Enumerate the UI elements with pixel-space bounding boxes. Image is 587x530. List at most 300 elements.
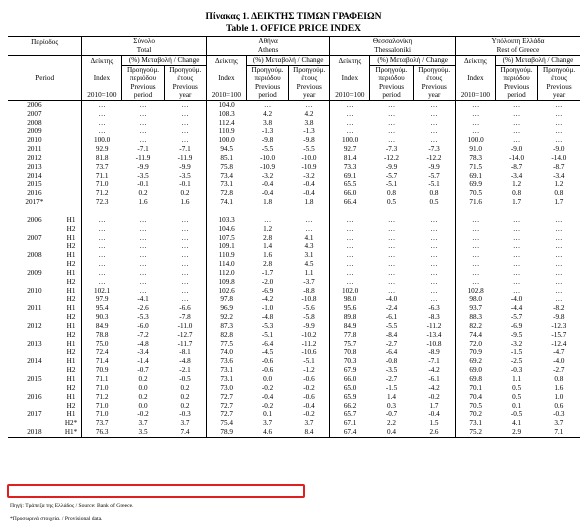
- period-half-cell: H2: [66, 383, 76, 392]
- value-cell: 104.6: [206, 224, 246, 233]
- value-cell: 87.3: [206, 322, 246, 331]
- value-cell: …: [181, 286, 189, 295]
- value-cell: 74.0: [206, 348, 246, 357]
- period-half-cell: [61, 145, 82, 154]
- table-title-english: Table 1. OFFICE PRICE INDEX: [225, 24, 362, 34]
- index-header-greek: Δείκτης: [330, 56, 370, 66]
- value-cell: -13.4: [426, 330, 442, 339]
- prev-year-english-2: year: [538, 91, 580, 100]
- value-cell: …: [330, 109, 370, 118]
- value-cell: -2.6: [137, 304, 149, 313]
- value-cell: 104.0: [206, 100, 246, 109]
- value-cell: …: [512, 233, 521, 242]
- value-cell: …: [430, 295, 438, 304]
- value-cell: -8.8: [303, 286, 315, 295]
- value-cell: …: [512, 286, 521, 295]
- value-cell: …: [82, 224, 122, 233]
- value-cell: 0.1: [263, 410, 273, 419]
- value-cell: 72.7: [206, 401, 246, 410]
- value-cell: 3.5: [122, 428, 164, 437]
- prev-year-english-2: year: [289, 91, 330, 100]
- table-body: [8, 100, 580, 437]
- period-year-cell: [8, 313, 61, 322]
- period-year-cell: 2017: [27, 410, 42, 419]
- table-row: [8, 392, 580, 401]
- value-cell: 0.5: [512, 383, 522, 392]
- value-cell: …: [555, 277, 563, 286]
- value-cell: 76.3: [82, 428, 122, 437]
- value-cell: 109.8: [206, 278, 246, 287]
- value-cell: 81.8: [82, 154, 122, 163]
- table-row: [8, 286, 580, 295]
- value-cell: 93.7: [455, 304, 495, 313]
- value-cell: -5.6: [303, 304, 315, 313]
- value-cell: …: [430, 251, 438, 260]
- value-cell: 0.1: [512, 401, 522, 410]
- table-row: [8, 260, 580, 269]
- value-cell: …: [512, 277, 521, 286]
- value-cell: 72.4: [82, 348, 122, 357]
- prev-period-greek-1: Προηγούμ.: [122, 66, 164, 75]
- value-cell: -12.2: [384, 153, 400, 162]
- table-row: [8, 278, 580, 287]
- value-cell: 0.5: [429, 198, 439, 207]
- value-cell: -2.5: [510, 357, 523, 366]
- value-cell: 72.7: [206, 410, 246, 419]
- period-year-cell: 2016: [27, 189, 42, 198]
- value-cell: …: [430, 109, 438, 118]
- period-half-cell: H1: [66, 410, 76, 419]
- value-cell: …: [330, 127, 370, 136]
- base-year-label: 2010=100: [206, 91, 246, 100]
- prev-year-english-1: Previous: [538, 83, 580, 91]
- value-cell: -0.2: [303, 410, 315, 419]
- value-cell: [330, 207, 370, 216]
- table-row: [8, 295, 580, 304]
- table-row: [8, 118, 580, 127]
- value-cell: 112.4: [206, 118, 246, 127]
- value-cell: 70.5: [455, 189, 495, 198]
- value-cell: 71.5: [455, 163, 495, 172]
- value-cell: 108.3: [206, 109, 246, 118]
- value-cell: 4.1: [304, 233, 314, 242]
- value-cell: -2.1: [179, 366, 191, 375]
- value-cell: -8.3: [428, 313, 440, 322]
- period-half-cell: H2: [66, 277, 76, 286]
- period-year-cell: 2011: [27, 304, 42, 313]
- period-year-cell: [8, 224, 61, 233]
- value-cell: 0.2: [138, 392, 148, 401]
- value-cell: -10.9: [260, 162, 276, 171]
- period-year-cell: 2008: [27, 251, 42, 260]
- period-year-cell: 2010: [27, 136, 42, 145]
- value-cell: 100.0: [206, 136, 246, 145]
- value-cell: 100.0: [455, 136, 495, 145]
- value-cell: 3.7: [304, 419, 314, 428]
- table-row: [8, 366, 580, 375]
- table-row: [8, 357, 580, 366]
- period-half-cell: [61, 118, 82, 127]
- value-cell: 70.5: [455, 401, 495, 410]
- value-cell: 71.1: [82, 171, 122, 180]
- value-cell: -0.4: [261, 392, 274, 401]
- value-cell: [164, 207, 206, 216]
- value-cell: 4.3: [304, 242, 314, 251]
- value-cell: -6.4: [261, 339, 274, 348]
- value-cell: …: [387, 233, 396, 242]
- region-athens-greek: Αθήνα: [206, 37, 329, 47]
- value-cell: -9.9: [137, 162, 149, 171]
- value-cell: -4.0: [385, 295, 398, 304]
- value-cell: 1.6: [263, 251, 273, 260]
- value-cell: 82.8: [206, 331, 246, 340]
- value-cell: 74.4: [455, 331, 495, 340]
- value-cell: 1.2: [554, 180, 564, 189]
- value-cell: …: [330, 269, 370, 278]
- value-cell: …: [430, 100, 438, 109]
- table-row: [8, 109, 580, 118]
- value-cell: -5.1: [428, 180, 440, 189]
- value-cell: 96.9: [206, 304, 246, 313]
- value-cell: -5.8: [303, 313, 315, 322]
- prev-year-greek-1: Προηγούμ.: [289, 66, 330, 75]
- value-cell: 3.7: [554, 419, 564, 428]
- value-cell: …: [512, 109, 521, 118]
- value-cell: 70.4: [455, 392, 495, 401]
- value-cell: 7.4: [164, 428, 206, 437]
- value-cell: 0.5: [512, 392, 522, 401]
- base-year-label: 2010=100: [330, 91, 370, 100]
- value-cell: 0.4: [370, 428, 413, 437]
- value-cell: -8.4: [385, 330, 398, 339]
- value-cell: 103.3: [206, 216, 246, 225]
- value-cell: 78.9: [206, 428, 246, 437]
- table-row: [8, 304, 580, 313]
- value-cell: -9.8: [261, 136, 274, 145]
- value-cell: -0.4: [303, 189, 315, 198]
- value-cell: [122, 207, 164, 216]
- value-cell: -4.2: [428, 366, 440, 375]
- prev-period-english-2: period: [246, 91, 288, 100]
- value-cell: 73.1: [455, 419, 495, 428]
- value-cell: …: [555, 118, 563, 127]
- value-cell: 95.6: [330, 304, 370, 313]
- value-cell: 66.0: [330, 375, 370, 384]
- value-cell: 3.8: [263, 118, 273, 127]
- period-half-cell: H2: [66, 224, 76, 233]
- value-cell: 1.6: [554, 383, 564, 392]
- value-cell: …: [555, 224, 563, 233]
- value-cell: 69.0: [455, 366, 495, 375]
- table-row: [8, 401, 580, 410]
- value-cell: 70.2: [455, 410, 495, 419]
- value-cell: -4.4: [510, 304, 523, 313]
- index-header-greek: Δείκτης: [455, 56, 495, 66]
- period-year-cell: [8, 278, 61, 287]
- prev-period-greek-2: περιόδου: [122, 74, 164, 82]
- value-cell: …: [387, 224, 396, 233]
- value-cell: -4.8: [137, 339, 149, 348]
- value-cell: 89.8: [330, 313, 370, 322]
- value-cell: -4.8: [179, 357, 191, 366]
- value-cell: 8.4: [289, 428, 330, 437]
- value-cell: -8.9: [428, 348, 440, 357]
- value-cell: 78.3: [455, 154, 495, 163]
- period-half-cell: [61, 163, 82, 172]
- value-cell: 84.9: [82, 322, 122, 331]
- value-cell: 73.7: [82, 419, 122, 428]
- value-cell: …: [387, 260, 396, 269]
- period-year-cell: 2008: [27, 118, 42, 127]
- value-cell: -2.7: [553, 366, 565, 375]
- table-row: [8, 233, 580, 242]
- value-cell: 73.1: [206, 180, 246, 189]
- table-row: [8, 127, 580, 136]
- period-half-cell: H2: [66, 366, 76, 375]
- period-year-cell: 2012: [27, 153, 42, 162]
- value-cell: …: [455, 233, 495, 242]
- period-half-cell: H2: [66, 295, 76, 304]
- period-half-cell: H2: [66, 401, 76, 410]
- value-cell: …: [330, 100, 370, 109]
- value-cell: 112.0: [206, 269, 246, 278]
- value-cell: 102.6: [206, 286, 246, 295]
- value-cell: …: [387, 118, 396, 127]
- table-row: [8, 428, 580, 437]
- value-cell: 1.6: [138, 198, 148, 207]
- value-cell: 1.8: [263, 198, 273, 207]
- value-cell: 72.7: [206, 392, 246, 401]
- value-cell: …: [139, 224, 147, 233]
- period-half-cell: H2*: [64, 419, 78, 428]
- value-cell: 1.1: [304, 268, 314, 277]
- value-cell: …: [555, 127, 563, 136]
- value-cell: …: [512, 127, 521, 136]
- table-row: [8, 189, 580, 198]
- value-cell: -5.5: [261, 145, 274, 154]
- value-cell: …: [181, 295, 189, 304]
- value-cell: -10.6: [301, 348, 317, 357]
- value-cell: …: [430, 233, 438, 242]
- value-cell: 4.2: [304, 109, 314, 118]
- prev-period-greek-1: Προηγούμ.: [370, 66, 413, 75]
- value-cell: …: [139, 215, 147, 224]
- value-cell: -9.0: [510, 145, 523, 154]
- table-row: [8, 180, 580, 189]
- value-cell: -11.2: [301, 339, 317, 348]
- value-cell: -5.1: [261, 330, 274, 339]
- prev-year-english-1: Previous: [289, 83, 330, 91]
- value-cell: -2.7: [385, 375, 398, 383]
- value-cell: -9.9: [303, 321, 315, 330]
- period-half-cell: [61, 189, 82, 198]
- value-cell: 1.7: [512, 198, 522, 207]
- value-cell: 67.4: [330, 428, 370, 437]
- value-cell: -0.4: [428, 410, 440, 419]
- value-cell: 71.2: [82, 189, 122, 198]
- value-cell: 71.0: [82, 180, 122, 189]
- value-cell: 0.0: [263, 375, 273, 383]
- change-header: (%) Μεταβολή / Change: [370, 56, 455, 66]
- value-cell: 70.8: [330, 348, 370, 357]
- prev-period-english-2: period: [495, 91, 537, 100]
- value-cell: …: [430, 286, 438, 295]
- value-cell: 67.9: [330, 366, 370, 375]
- value-cell: 0.5: [387, 198, 397, 207]
- table-row: [8, 269, 580, 278]
- value-cell: -4.2: [261, 295, 274, 304]
- value-cell: 71.0: [82, 401, 122, 410]
- value-cell: …: [139, 118, 147, 127]
- table-row: [8, 348, 580, 357]
- value-cell: 2.8: [263, 260, 273, 269]
- value-cell: …: [555, 268, 563, 277]
- value-cell: …: [181, 268, 189, 277]
- value-cell: 0.2: [138, 375, 148, 383]
- value-cell: 72.8: [206, 189, 246, 198]
- value-cell: …: [139, 277, 147, 286]
- period-half-cell: H1: [66, 321, 76, 330]
- value-cell: 98.0: [455, 295, 495, 304]
- value-cell: -1.5: [385, 383, 398, 392]
- value-cell: -0.2: [261, 401, 274, 410]
- value-cell: -3.2: [261, 171, 274, 180]
- value-cell: -5.1: [303, 357, 315, 366]
- value-cell: …: [82, 242, 122, 251]
- value-cell: 95.4: [82, 304, 122, 313]
- value-cell: 66.0: [330, 189, 370, 198]
- table-row: [8, 375, 580, 384]
- prev-year-greek-2: έτους: [413, 74, 455, 82]
- value-cell: 1.6: [180, 198, 190, 207]
- value-cell: …: [455, 242, 495, 251]
- value-cell: -1.0: [261, 304, 274, 313]
- value-cell: -6.9: [510, 321, 523, 330]
- period-half-cell: [61, 127, 82, 136]
- value-cell: 2.9: [495, 428, 537, 437]
- value-cell: -1.2: [303, 366, 315, 375]
- value-cell: -10.9: [301, 162, 317, 171]
- value-cell: -7.1: [428, 357, 440, 366]
- value-cell: -9.9: [179, 162, 191, 171]
- value-cell: …: [387, 100, 396, 109]
- value-cell: …: [387, 242, 396, 251]
- value-cell: …: [512, 136, 521, 145]
- period-year-cell: [8, 384, 61, 393]
- value-cell: …: [82, 260, 122, 269]
- value-cell: 1.8: [304, 198, 314, 207]
- period-half-cell: [61, 180, 82, 189]
- table-row: [8, 136, 580, 145]
- value-cell: 1.0: [554, 392, 564, 401]
- period-year-cell: [8, 348, 61, 357]
- value-cell: …: [181, 215, 189, 224]
- value-cell: 107.5: [206, 233, 246, 242]
- value-cell: -7.3: [428, 145, 440, 154]
- prev-year-english-2: year: [164, 91, 206, 100]
- value-cell: …: [305, 224, 313, 233]
- value-cell: -0.2: [261, 383, 274, 392]
- period-half-cell: H2: [66, 348, 76, 357]
- period-year-cell: 2009: [27, 268, 42, 277]
- value-cell: 3.1: [304, 251, 314, 260]
- value-cell: 109.1: [206, 242, 246, 251]
- value-cell: …: [555, 295, 563, 304]
- value-cell: …: [430, 215, 438, 224]
- period-year-cell: 2010: [27, 286, 42, 295]
- value-cell: -7.1: [137, 145, 149, 154]
- value-cell: 3.7: [180, 419, 190, 428]
- period-half-cell: H1: [66, 268, 76, 277]
- highlight-box-2018-h1: [7, 484, 305, 498]
- index-header-english: Index: [330, 74, 370, 82]
- value-cell: -9.8: [553, 313, 565, 322]
- value-cell: -0.1: [179, 180, 191, 189]
- period-year-cell: 2015: [27, 375, 42, 383]
- value-cell: 77.8: [330, 331, 370, 340]
- value-cell: 72.0: [455, 339, 495, 348]
- value-cell: -4.2: [428, 383, 440, 392]
- value-cell: [538, 207, 580, 216]
- period-year-cell: 2007: [27, 109, 42, 118]
- value-cell: -8.7: [553, 162, 565, 171]
- footnote-source: Πηγή: Τράπεζα της Ελλάδος / Source: Bank of Greece.: [10, 503, 134, 509]
- value-cell: -14.0: [551, 153, 567, 162]
- prev-period-greek-2: περιόδου: [370, 74, 413, 82]
- value-cell: …: [82, 100, 122, 109]
- value-cell: -3.4: [553, 171, 565, 180]
- value-cell: -6.1: [428, 375, 440, 383]
- value-cell: -9.9: [385, 162, 398, 171]
- table-row: [8, 419, 580, 428]
- value-cell: -1.7: [261, 268, 274, 277]
- value-cell: 4.5: [304, 260, 314, 269]
- value-cell: 75.0: [82, 339, 122, 348]
- value-cell: 75.8: [206, 163, 246, 172]
- value-cell: …: [512, 224, 521, 233]
- value-cell: -0.2: [428, 392, 440, 401]
- value-cell: -11.2: [426, 321, 442, 330]
- table-row: [8, 171, 580, 180]
- value-cell: -3.5: [137, 171, 149, 180]
- value-cell: -12.7: [177, 330, 193, 339]
- value-cell: -10.0: [301, 153, 317, 162]
- value-cell: -1.4: [137, 357, 149, 366]
- value-cell: -0.7: [137, 366, 149, 375]
- value-cell: -5.7: [385, 171, 398, 180]
- value-cell: …: [181, 233, 189, 242]
- value-cell: -4.5: [261, 348, 274, 357]
- value-cell: 90.3: [82, 313, 122, 322]
- period-half-cell: H1: [66, 215, 76, 224]
- period-year-cell: 2013: [27, 339, 42, 348]
- value-cell: 3.7: [263, 419, 273, 428]
- value-cell: 82.2: [455, 322, 495, 331]
- value-cell: 0.2: [180, 401, 190, 410]
- table-row: [8, 100, 580, 109]
- value-cell: 70.9: [82, 366, 122, 375]
- period-year-cell: [8, 207, 61, 216]
- value-cell: -0.5: [510, 410, 523, 419]
- change-header: (%) Μεταβολή / Change: [122, 56, 206, 66]
- value-cell: 88.3: [455, 313, 495, 322]
- value-cell: 0.2: [138, 189, 148, 198]
- region-thessaloniki-greek: Θεσσαλονίκη: [330, 37, 456, 47]
- period-half-cell: [61, 154, 82, 163]
- region-athens-english: Athens: [206, 46, 329, 56]
- value-cell: -6.1: [385, 313, 398, 322]
- value-cell: 0.2: [180, 189, 190, 198]
